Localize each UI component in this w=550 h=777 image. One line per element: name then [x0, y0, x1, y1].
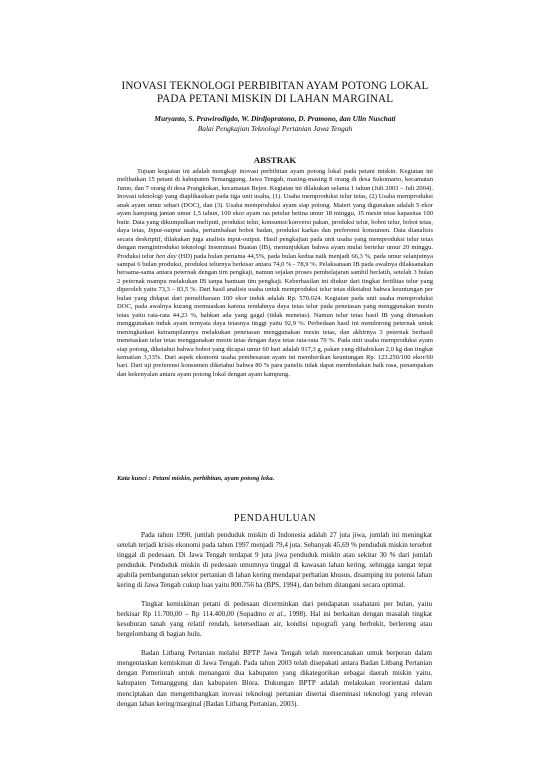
abstract-italic-term: Input-output	[148, 227, 181, 235]
abstract-body	[117, 168, 433, 379]
title-line-2: PADA PETANI MISKIN DI LAHAN MARGINAL	[156, 93, 394, 105]
abstract-text-part: usaha, pertambahan bobot badan, produksi karkas dan preferensi konsumen. Data dianalisis secara deskriptif, dilakukan juga analisis input-output. Hasil pengkajian pada unit usaha yang memproduksi telur tetas dengan mengintroduksi teknologi Inseminasi Buatan (IB), menunjukkan bahwa ayam mulai bertelur umur 20 minggu. Produksi telur	[117, 227, 433, 260]
abstract-paragraph	[117, 168, 433, 379]
section-heading-pendahuluan: PENDAHULUAN	[233, 513, 317, 524]
author-block	[60, 114, 490, 134]
intro-paragraph-2	[117, 599, 432, 639]
abstract-text-part: (HD) pada bulan pertama 44,5%, pada bulan kedua naik menjadi 66,3 %, pada umur selanjutnya sampai 6 bulan produksi, produksi telurnya berkisar antara 74,0 % - 78,9 %. Pelaksanaan IB pada awalnya dilaksanakan bersama-sama antara peternak dengan tim pengkaji, namun sejalan proses pembelajaran sambil berlatih, setelah 3 bulan 2 peternak mampu melakukan IB tanpa bantuan tim pengkaji. Keberhasilan ini diukur dari tingkat fertilitas telur yang diperoleh yaitu 73,3 – 83,5 %. Dari hasil analisis usaha untuk memproduksi telur tetas diketahui bahwa keuntungan per bulan yang didapat dari pemeliharaan 100 ekor induk adalah Rp. 570.024. Kegiatan pada unit usaha memproduksi DOC, pada awalnya kurang memuaskan karena rendahnya daya tetas telur pada penetasan yang menggunakan mesin tetas yaitu rata-rata 44,23 %, bahkan ada yang gagal (tidak menetas). Namun telur tetas hasil IB yang ditetaskan menggunakan induk ayam ternyata daya tetasnya tinggi yaitu 92,9 %. Perbedaan hasil ini mendorong peternak untuk meningkatkan ketrampilannya melakukan penetasan menggunakan mesin tetas, dan akhirnya 3 peternak berhasil menetaskan telur tetas menggunakan mesin tetas dengan daya tetas rata-rata 70 %. Pada unit usaha memproduksi ayam siap potong, diketahui bahwa bobot yang dicapai umur 60 hari adalah 917,3 g, pakan yang dihabiskan 2,0 kg dan tingkat kematian 3,33%. Dari aspek ekonomi usaha pembesaran ayam ini memberikan keuntungan Rp. 123.250/100 ekor/60 hari. Dari uji preferensi konsumen diketahui bahwa 80 % para panelis tidak dapat membedakan baik rasa, penampakan dan kekenyalan antara ayam potong lokal dengan ayam kampung.	[117, 252, 433, 378]
author-institution: Balai Pengkajian Teknologi Pertanian Jawa Tengah	[197, 124, 353, 133]
paper-title	[60, 80, 490, 106]
keywords: Kata kunci : Petani miskin, perbibitan, ayam potong loka.	[117, 475, 275, 482]
abstract-italic-term: hen day	[155, 252, 177, 260]
abstract-heading: ABSTRAK	[253, 155, 297, 165]
intro-text-part: , 1998). Hal ini berkaitan dengan masalah tingkat kesuburan tanah yang relatif rendah, ketersediaan air, kondisi topografi yang berbukit, berlereng atau bergelombang di bagian hulu.	[117, 610, 432, 639]
introduction-body	[117, 530, 432, 717]
abstract-text-part: Tujuan kegiatan ini adalah mengkaji inovasi perbibitan ayam potong lokal pada petani miskin. Kegiatan ini melibatkan 15 petani di kabupaten Temanggung, Jawa Tengah, masing-masing 8 orang di desa Sukomarto, kecamatan Jumo, dan 7 orang di desa Prangkokan, kecamatan Bejen. Kegiatan ini dilakukan selama 1 tahun (Juli 2003 – Juli 2004). Inovasi teknologi yang diaplikasikan pada tiga unit usaha, (1). Usaha memproduksi telur tetas, (2) Usaha memproduksi anak ayam umur sehari (DOC), dan (3). Usaha memproduksi ayam siap potong. Materi yang digunakan adalah 5 ekor ayam kampung jantan umur 1,5 tahun, 100 ekor ayam ras petelur betina umur 18 minggu, 15 mesin tetas kapasitas 100 butir. Data yang dikumpulkan meliputi, produksi telur, konsumsi/konversi pakan, produksi telur, bobot telur, bobot tetas, daya tetas,	[117, 168, 433, 235]
intro-italic-term: et al.	[268, 610, 285, 619]
author-names: Muryanto, S. Prawirodigdo, W. Dirdjopratono, D. Pramono, dan Ulin Nuschati	[154, 114, 396, 123]
intro-paragraph-3: Badan Litbang Pertanian melalui BPTP Jawa Tengah telah merencanakan untuk berperan dalam mengentaskan kemiskinan di Jawa Tengah. Pada tahun 2003 telah disepakati antara Badan Litbang Pertanian dengan Pemerintah untuk menangani dua kabupaten yang dikategorikan sebagai daerah miskin yaitu, kabupaten Temanggung dan kabupaten Blora. Dukungan BPTP adalah melakukan reorientasi dalam menciptakan dan mengembangkan inovasi teknologi pertanian disertai diseminasi teknologi yang relevan dengan lahan kering/marginal (Badan Litbang Pertanian, 2003).	[117, 649, 432, 708]
title-line-1: INOVASI TEKNOLOGI PERBIBITAN AYAM POTONG LOKAL	[121, 80, 429, 92]
intro-text-part: Tingkat kemiskinan petani di pedesaan dicerminkan dari pendapatan usahatani per bulan, yaitu berkisar Rp 11.700,00 – Rp 114.400,00 (Supadmo	[117, 600, 432, 619]
intro-paragraph-1: Pada tahun 1990, jumlah penduduk miskin di Indonesia adalah 27 juta jiwa, jumlah ini meningkat setelah terjadi krisis ekonomi pada tahun 1997 menjadi 79,4 juta. Sebanyak 45,69 % penduduk miskin tersebut tinggal di pedesaan. Di Jawa Tengah terdapat 9 juta jiwa penduduk miskin atau sekitar 30 % dari jumlah penduduk. Penduduk miskin di pedesaan umumnya tinggal di kawasan lahan kering, sehingga sangat tepat apabila pembangunan sektor pertanian di lahan kering mendapat perhatian khusus, disamping itu potensi lahan kering di Jawa Tengah cukup luas yaitu 800.756 ha (BPS, 1994), dan belum ditangani secara optimal.	[117, 531, 432, 590]
